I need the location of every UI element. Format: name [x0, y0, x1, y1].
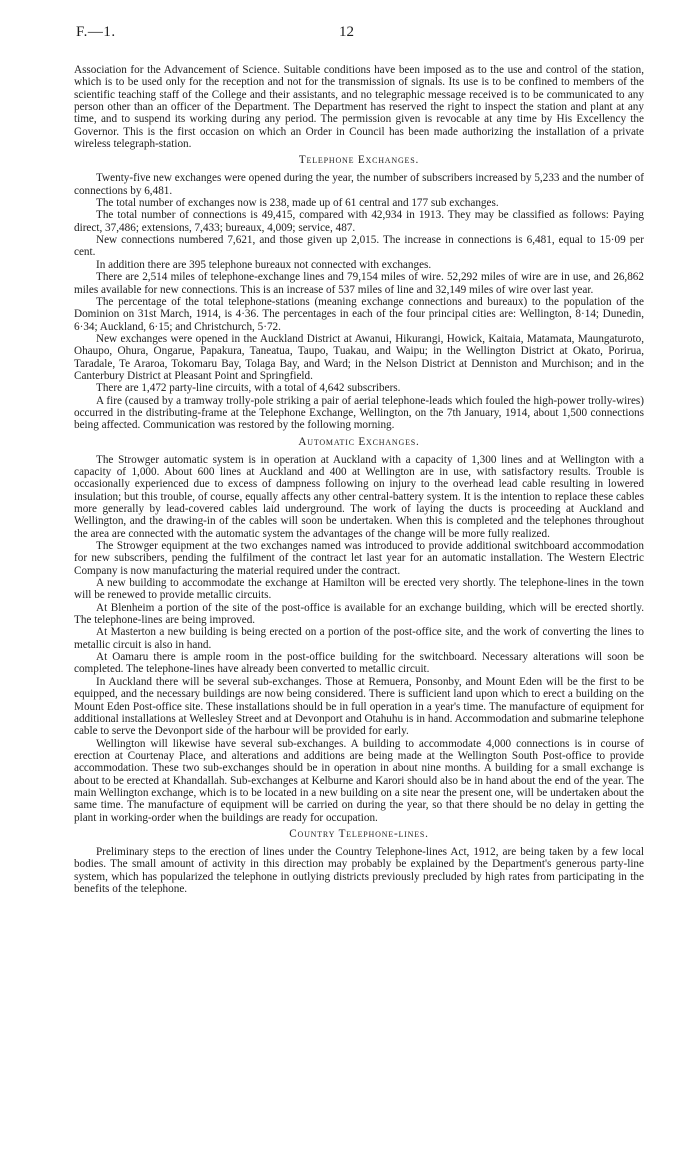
section-heading: Telephone Exchanges.	[298, 154, 420, 167]
section-automatic-exchanges	[74, 436, 644, 824]
paragraph: A fire (caused by a tramway trolly-pole striking a pair of aerial telephone-leads which fouled the high-power trolly-wires) occurred in the distributing-frame at the Telephone Exchange, Wellington, on the 7th January, 1914, about 1,500 connections being affected. Communication was restored by the following morning.	[74, 394, 644, 432]
paragraph: New exchanges were opened in the Auckland District at Awanui, Hikurangi, Howick, Kaitaia, Matamata, Maungaturoto, Ohaupo, Ohura, Ongarue, Papakura, Taneatua, Taupo, Tuakau, and Waipu; in the Wellington District at Okato, Porirua, Taradale, Te Araroa, Tokomaru Bay, Tolaga Bay, and Ward; in the Nelson District at Denniston and Murchison; and in the Canterbury District at Pleasant Point and Springfield.	[74, 332, 644, 382]
section-wireless-continuation	[74, 64, 644, 150]
paragraph: The percentage of the total telephone-stations (meaning exchange connections and bureaux) to the population of the Dominion on 31st March, 1914, is 4·36. The percentages in each of the four principal cities are: Wellington, 8·14; Dunedin, 6·34; Auckland, 6·15; and Christchurch, 5·72.	[74, 295, 644, 333]
paragraph: Association for the Advancement of Science. Suitable conditions have been imposed as to the use and control of the station, which is to be used only for the reception and not for the transmission of signals. Its use is to be confined to members of the scientific teaching staff of the College and their assistants, and no telegraphic message received is to be communicated to any person other than an officer of the Department. The Department has reserved the right to inspect the station and plant at any time, and to suspend its working during any period. The permission given is revocable at any time by His Excellency the Governor. This is the first occasion on which an Order in Council has been made authorizing the installation of a private wireless telegraph-station.	[74, 64, 644, 151]
paragraph: The Strowger automatic system is in operation at Auckland with a capacity of 1,300 lines and at Wellington with a capacity of 1,000. About 600 lines at Auckland and 400 at Wellington are in use, with satisfactory results. Trouble is occasionally experienced due to excess of dampness following on injury to the overhead lead cable resulting in lowered insulation; but this trouble, of course, equally affects any other central-battery system. It is the intention to replace these cables more generally by lead-covered cables laid underground. The work of laying the ducts is proceeding at Auckland and Wellington, and the drawing-in of the cables will soon be undertaken. When this is completed and the telephones throughout the area are connected with the automatic system the advantages of the change will be more fully realized.	[74, 453, 644, 540]
paragraph: At Blenheim a portion of the site of the post-office is available for an exchange building, which will be erected shortly. The telephone-lines are being improved.	[74, 601, 644, 627]
paragraph: At Oamaru there is ample room in the post-office building for the switchboard. Necessary alterations will soon be completed. The telephone-lines have already been converted to metallic circuit.	[74, 651, 644, 676]
section-heading: Country Telephone-lines.	[289, 827, 429, 840]
paragraph: In addition there are 395 telephone bureaux not connected with exchanges.	[96, 258, 432, 271]
paragraph: Twenty-five new exchanges were opened during the year, the number of subscribers increased by 5,233 and the number of connections by 6,481.	[74, 172, 645, 197]
document-code: F.—1.	[76, 24, 116, 40]
paragraph: Wellington will likewise have several sub-exchanges. A building to accommodate 4,000 connections is in course of erection at Courtenay Place, and alterations and additions are being made at the Wellington South Post-office to provide accommodation. These two sub-exchanges should be in operation in about nine months. A building for a small exchange is about to be erected at Khandallah. Sub-exchanges at Kelburne and Karori should also be in hand about the end of the year. The main Wellington exchange, which is to be located in a new building on a site near the present one, will be undertaken about the same time. The manufacture of equipment will be carried on during the year, so that there should be no delay in getting the plant in working-order when the buildings are ready for occupation.	[74, 737, 644, 824]
paragraph: At Masterton a new building is being erected on a portion of the post-office site, and the work of converting the lines to metallic circuit is also in hand.	[74, 626, 644, 651]
section-country-telephone-lines	[74, 828, 644, 895]
paragraph: New connections numbered 7,621, and those given up 2,015. The increase in connections is 6,481, equal to 15·09 per cent.	[74, 234, 644, 259]
paragraph: There are 1,472 party-line circuits, with a total of 4,642 subscribers.	[96, 382, 401, 395]
section-heading: Automatic Exchanges.	[298, 435, 420, 448]
page-number: 12	[339, 24, 354, 40]
paragraph: There are 2,514 miles of telephone-exchange lines and 79,154 miles of wire. 52,292 miles of wire are in use, and 26,862 miles available for new connections. This is an increase of 537 miles of line and 32,149 miles of wire over last year.	[74, 271, 644, 296]
paragraph: The total number of connections is 49,415, compared with 42,934 in 1913. They may be classified as follows: Paying direct, 37,486; extensions, 7,433; bureaux, 4,009; service, 487.	[74, 209, 644, 234]
paragraph: Preliminary steps to the erection of lines under the Country Telephone-lines Act, 1912, are being taken by a few local bodies. The small amount of activity in this direction may probably be explained by the Department's generous party-line system, which has popularized the telephone in outlying districts previously precluded by high rates from participating in the benefits of the telephone.	[74, 845, 644, 895]
paragraph: The total number of exchanges now is 238, made up of 61 central and 177 sub exchanges.	[96, 197, 499, 210]
page-header	[74, 26, 644, 48]
section-telephone-exchanges	[74, 154, 644, 431]
paragraph: A new building to accommodate the exchange at Hamilton will be erected very shortly. The telephone-lines in the town will be renewed to provide metallic circuits.	[74, 577, 644, 602]
paragraph: In Auckland there will be several sub-exchanges. Those at Remuera, Ponsonby, and Mount Eden will be the first to be equipped, and the necessary buildings are now being considered. There is sufficient land upon which to erect a building on the Mount Eden Post-office site. These installations should be in full operation in a year's time. The manufacture of equipment for additional installations at Wellesley Street and at Devonport and Otahuhu is in hand. Accommodation and submarine telephone cable to serve the Devonport side of the harbour will be provided for early.	[74, 675, 644, 738]
paragraph: The Strowger equipment at the two exchanges named was introduced to provide additional switchboard accommodation for new subscribers, pending the fulfilment of the contract let last year for an automatic installation. The Western Electric Company is now manufacturing the material required under the contract.	[74, 540, 644, 577]
